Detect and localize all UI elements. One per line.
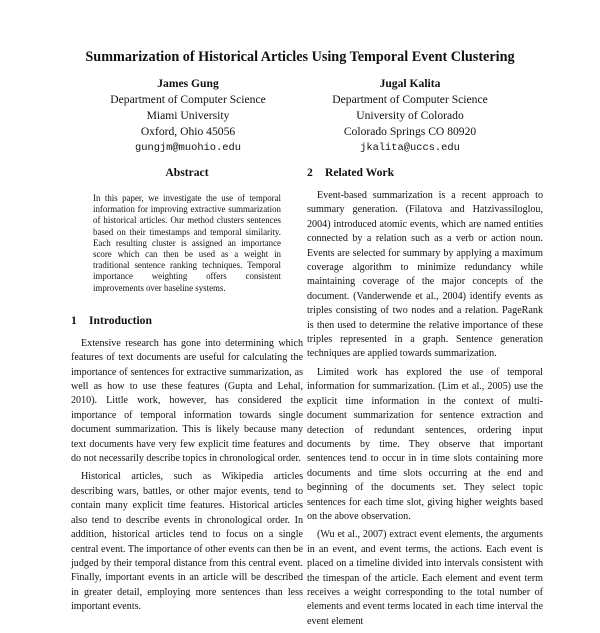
introduction-heading [71, 314, 303, 327]
right-column [307, 166, 543, 633]
related-work-heading [307, 166, 543, 179]
abstract-heading: Abstract [165, 166, 209, 179]
paper-title: Summarization of Historical Articles Using Temporal Event Clustering [85, 49, 515, 65]
author-name: James Gung [157, 77, 219, 90]
left-column [71, 166, 303, 619]
author-location: Colorado Springs CO 80920 [343, 125, 477, 138]
paragraph: Event-based summarization is a recent approach to summary generation. (Filatova and Hatzivassiloglou, 2004) introduced atomic events, which are named entities connected by a relation such as a verb or action noun. Events are selected for summary by applying a maximum coverage algorithm to minimize redundancy while maintaining coverage of the major concepts of the document. (Vanderwende et al., 2004) identify events as triples consisting of two nodes and a relation. PageRank is then used to determine the relative importance of these triples represented in a graph. Sentence generation techniques are applied towards summarization. [307, 190, 543, 360]
paragraph: Limited work has explored the use of temporal information for summarization. (Lim et al., 2005) use the explicit time information in the context of multi-document summarization for sentence extraction and detection of redundant sentences, ordering input documents by time. They observe that important sentences tend to occur in in time slots containing more documents and time slots occurring at the end and beginning of the documents set. They select topic sentences for each time slot, giving higher weights based on the above observation. [307, 366, 543, 522]
author-name: Jugal Kalita [379, 77, 441, 90]
author-affiliation: Department of Computer Science [110, 93, 266, 106]
paragraph: Extensive research has gone into determining which features of text documents are useful for calculating the importance of sentences for extractive summarization, as well as how to use these features (Gupta and Lehal, 2010). Little work, however, has considered the importance of temporal information towards single document summarization. This is likely because many text documents have very few explicit time features and do not necessarily describe topics in chronological order. [71, 337, 303, 465]
section-title: Introduction [89, 313, 152, 327]
paragraph: Historical articles, such as Wikipedia articles describing wars, battles, or other major events, tend to contain many explicit time features. Historical articles also tend to describe events in chronological order. In addition, historical articles tend to focus on a single central event. The importance of other events can then be judged by their temporal distance from this central event. Finally, important events in an article will be described in greater detail, employing more sentences than less important events. [71, 471, 303, 613]
paragraph: (Wu et al., 2007) extract event elements, the arguments in an event, and event terms, the actions. Each event is placed on a timeline divided into intervals consistent with the timespan of the article. Each element and event term receives a weight corresponding to the total number of elements and event terms located in each time interval the event element [307, 529, 543, 627]
author-email: jkalita@uccs.edu [360, 142, 460, 154]
author-institution: University of Colorado [356, 109, 464, 122]
author-block [78, 76, 298, 156]
author-affiliation: Department of Computer Science [332, 93, 488, 106]
author-location: Oxford, Ohio 45056 [140, 125, 236, 138]
author-email: gungjm@muohio.edu [134, 142, 241, 154]
author-block [300, 76, 520, 156]
section-number: 1 [71, 313, 77, 327]
section-number: 2 [307, 166, 313, 179]
author-institution: Miami University [146, 109, 230, 122]
abstract-text: In this paper, we investigate the use of temporal information for improving extractive summarization of historical articles. Our method clusters sentences based on their timestamps and temporal similarity. Each resulting cluster is assigned an importance score which can then be used as a weight in traditional sentence ranking techniques. Temporal importance weighting offers consistent improvements over baseline systems. [93, 193, 281, 293]
section-title: Related Work [325, 166, 395, 179]
